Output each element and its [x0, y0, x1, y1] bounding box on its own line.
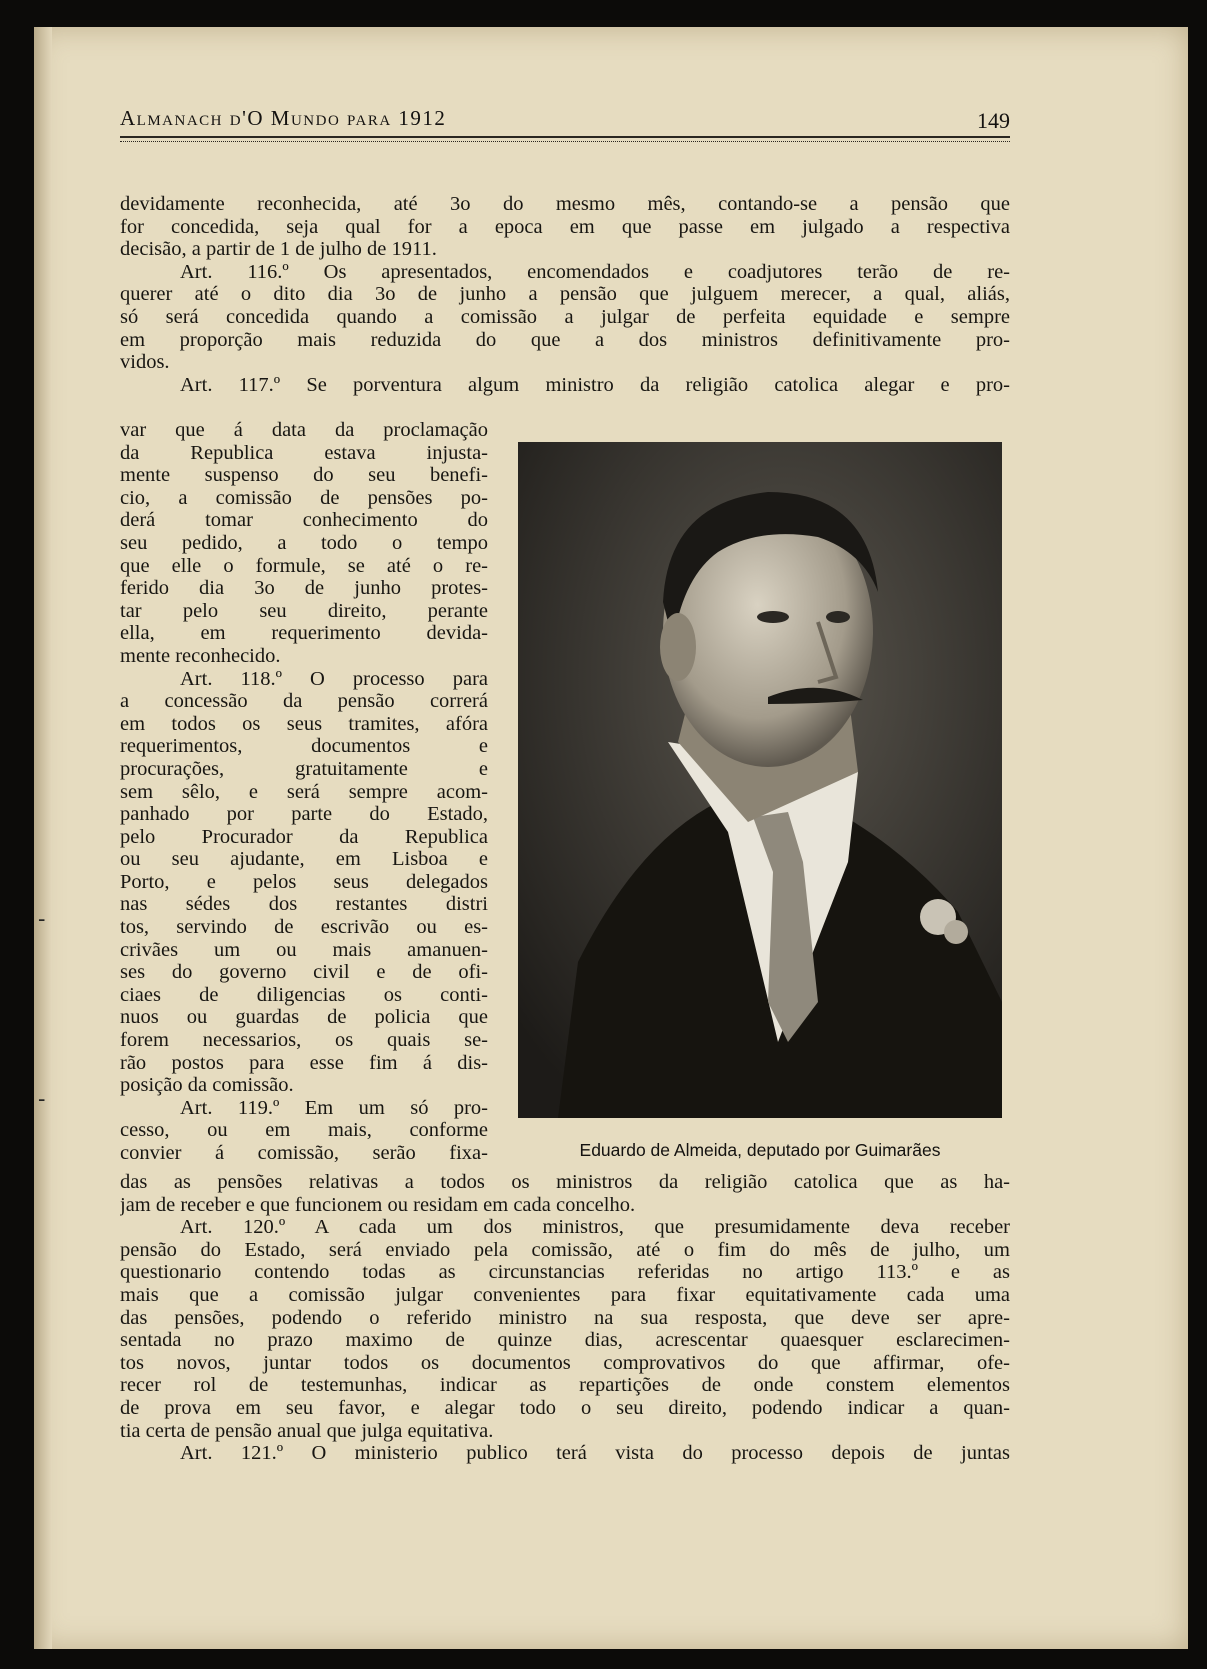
text-line: decisão, a partir de 1 de julho de 1911. [120, 238, 437, 261]
text-line: ou seu ajudante, em Lisboa e [120, 848, 488, 871]
text-line: for concedida, seja qual for a epoca em que passe em julgado a respectiva [120, 215, 1010, 238]
text-line: convier á comissão, serão fixa- [120, 1142, 488, 1164]
text-line: Porto, e pelos seus delegados [120, 870, 488, 893]
page-gutter [34, 27, 52, 1649]
text-line: em proporção mais reduzida do que a dos ministros definitivamente pro- [120, 328, 1010, 351]
portrait-illustration [518, 442, 1002, 1118]
text-line: querer até o dito dia 3o de junho a pensão que julguem merecer, a qual, aliás, [120, 283, 1010, 306]
text-line: procurações, gratuitamente e [120, 757, 488, 780]
text-line: ciaes de diligencias os conti- [120, 983, 488, 1006]
text-line: tar pelo seu direito, perante [120, 599, 488, 622]
text-line: só será concedida quando a comissão a julgar de perfeita equidade e sempre [120, 305, 1010, 328]
running-head [120, 80, 1010, 132]
text-line: mente suspenso do seu benefi- [120, 464, 488, 487]
text-line: posição da comissão. [120, 1074, 294, 1097]
text-line: das pensões, podendo o referido ministro na sua resposta, que deve ser apre- [120, 1306, 1010, 1329]
text-line: Art. 119.º Em um só pro- [180, 1096, 488, 1119]
text-line: a concessão da pensão correrá [120, 690, 488, 713]
text-line: ella, em requerimento devida- [120, 622, 488, 645]
text-line: recer rol de testemunhas, indicar as repartições de onde constem elementos [120, 1374, 1010, 1397]
figure-caption: Eduardo de Almeida, deputado por Guimarães [579, 1140, 941, 1160]
text-line: derá tomar conhecimento do [120, 509, 488, 532]
portrait-photo [518, 442, 1002, 1118]
text-line: das as pensões relativas a todos os ministros da religião catolica que as ha- [120, 1171, 1010, 1193]
text-line: requerimentos, documentos e [120, 735, 488, 758]
text-line: tos novos, juntar todos os documentos comprovativos do que affirmar, ofe- [120, 1351, 1010, 1374]
text-line: tos, servindo de escrivão ou es- [120, 916, 488, 939]
text-block-bottom [120, 1171, 1010, 1465]
text-line: mente reconhecido. [120, 644, 281, 667]
text-column-left [120, 419, 488, 1165]
text-line: Art. 121.º O ministerio publico terá vista do processo depois de juntas [180, 1442, 1010, 1465]
text-line: jam de receber e que funcionem ou residam em cada concelho. [120, 1193, 636, 1216]
text-line: rão postos para esse fim á dis- [120, 1051, 488, 1074]
text-line: nuos ou guardas de policia que [120, 1006, 488, 1029]
text-line: Art. 120.º A cada um dos ministros, que presumidamente deva receber [180, 1216, 1010, 1239]
margin-mark: ‑ [38, 907, 46, 932]
text-line: ferido dia 3o de junho protes- [120, 577, 488, 600]
text-line: Art. 116.º Os apresentados, encomendados e coadjutores terão de re- [180, 260, 1010, 283]
text-line: crivães um ou mais amanuen- [120, 938, 488, 961]
text-line: forem necessarios, os quais se- [120, 1029, 488, 1052]
text-line: Art. 118.º O processo para [180, 667, 488, 690]
text-line: sem sêlo, e será sempre acom- [120, 780, 488, 803]
text-line: ses do governo civil e de ofi- [120, 961, 488, 984]
text-line: de prova em seu favor, e alegar todo o seu direito, podendo indicar a quan- [120, 1396, 1010, 1419]
text-line: panhado por parte do Estado, [120, 803, 488, 826]
text-line: vidos. [120, 351, 170, 374]
text-line: cesso, ou em mais, conforme [120, 1119, 488, 1142]
header-rule [120, 136, 1010, 142]
text-line: que elle o formule, se até o re- [120, 554, 488, 577]
text-line: em todos os seus tramites, afóra [120, 712, 488, 735]
text-line: tia certa de pensão anual que julga equitativa. [120, 1419, 494, 1442]
text-line: devidamente reconhecida, até 3o do mesmo mês, contando-se a pensão que [120, 193, 1010, 215]
text-line: var que á data da proclamação [120, 419, 488, 441]
text-line: pensão do Estado, será enviado pela comissão, até o fim do mês de julho, um [120, 1238, 1010, 1261]
text-block-top [120, 193, 1010, 396]
text-line: mais que a comissão julgar convenientes para fixar equitativamente cada uma [120, 1283, 1010, 1306]
text-line: questionario contendo todas as circunstancias referidas no artigo 113.º e as [120, 1261, 1010, 1284]
margin-mark: ‑ [38, 1087, 46, 1112]
text-line: nas sédes dos restantes distri [120, 893, 488, 916]
text-line: cio, a comissão de pensões po- [120, 486, 488, 509]
running-head-title: Almanach d'O Mundo para 1912 [120, 106, 447, 130]
page-number: 149 [977, 108, 1010, 133]
text-line: seu pedido, a todo o tempo [120, 531, 488, 554]
text-line: sentada no prazo maximo de quinze dias, acrescentar quaesquer esclarecimen- [120, 1329, 1010, 1352]
text-line: pelo Procurador da Republica [120, 825, 488, 848]
text-line: da Republica estava injusta- [120, 441, 488, 464]
text-line: Art. 117.º Se porventura algum ministro da religião catolica alegar e pro- [180, 373, 1010, 396]
